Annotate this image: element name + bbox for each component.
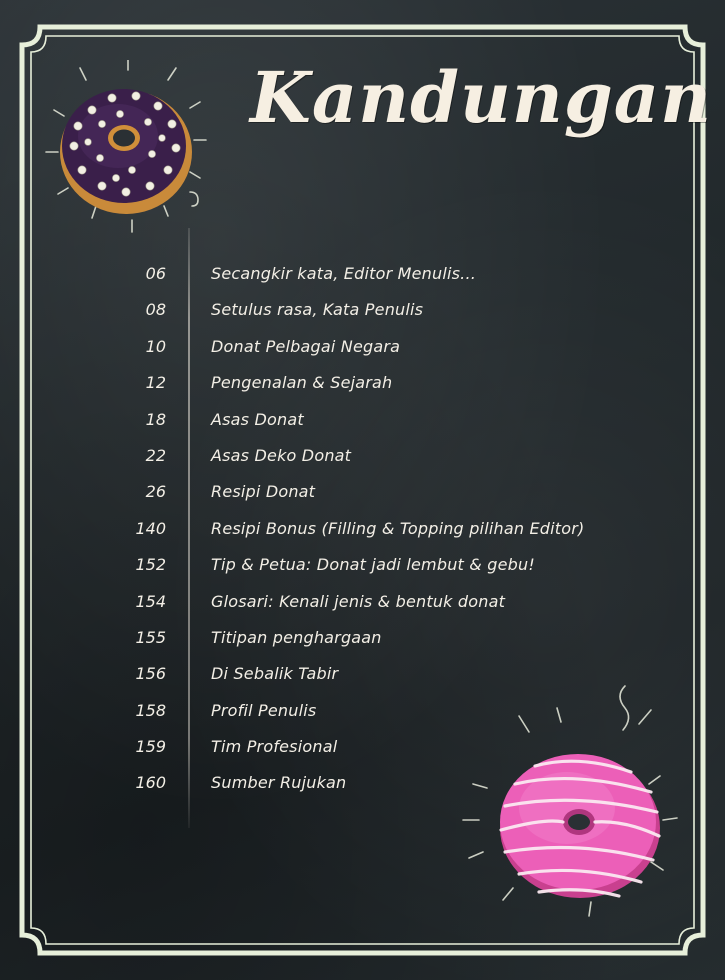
toc-entry[interactable]	[0, 365, 725, 401]
page-title: Kandungan	[250, 56, 713, 139]
toc-entry-title: Setulus rasa, Kata Penulis	[211, 300, 424, 320]
toc-entry-title: Glosari: Kenali jenis & bentuk donat	[211, 591, 506, 611]
toc-page-number: 10	[145, 336, 166, 356]
toc-page-number: 159	[135, 737, 166, 757]
toc-entry[interactable]	[0, 438, 725, 474]
toc-entry[interactable]	[0, 256, 725, 292]
toc-page-number: 06	[145, 264, 166, 283]
toc-entry-title: Profil Penulis	[211, 700, 317, 720]
toc-entry-title: Resipi Bonus (Filling & Topping pilihan Editor)	[211, 518, 585, 538]
toc-page-number: 158	[135, 700, 166, 720]
toc-page-number: 156	[135, 664, 166, 684]
toc-entry-title: Donat Pelbagai Negara	[211, 336, 401, 356]
purple-sprinkle-donut-icon	[40, 60, 220, 240]
toc-entry-title: Sumber Rujukan	[211, 773, 347, 793]
toc-entry[interactable]	[0, 329, 725, 365]
toc-entry[interactable]	[0, 474, 725, 510]
toc-page-number: 22	[145, 445, 166, 465]
toc-entry-title: Di Sebalik Tabir	[211, 664, 339, 684]
toc-entry[interactable]	[0, 402, 725, 438]
toc-entry-title: Asas Deko Donat	[211, 445, 352, 465]
toc-page-number: 155	[135, 627, 166, 647]
toc-page-number: 12	[145, 373, 166, 393]
toc-entry[interactable]	[0, 511, 725, 547]
toc-page-number: 18	[145, 409, 166, 429]
toc-entry[interactable]	[0, 292, 725, 328]
toc-entry-title: Titipan penghargaan	[211, 627, 382, 647]
toc-entry-title: Asas Donat	[211, 409, 304, 429]
toc-page-number: 140	[135, 518, 166, 538]
toc-entry[interactable]	[0, 584, 725, 620]
toc-page-number: 26	[145, 482, 166, 502]
toc-entry[interactable]	[0, 620, 725, 656]
toc-page-number: 160	[135, 773, 166, 793]
toc-entry-title: Tim Profesional	[211, 737, 338, 757]
toc-entry-title: Resipi Donat	[211, 482, 316, 502]
toc-entry-title: Secangkir kata, Editor Menulis...	[211, 264, 477, 283]
pink-striped-donut-icon	[455, 680, 700, 925]
toc-entry-title: Tip & Petua: Donat jadi lembut & gebu!	[211, 555, 535, 575]
toc-page-number: 154	[135, 591, 166, 611]
toc-entry-title: Pengenalan & Sejarah	[211, 373, 393, 393]
toc-page-number: 08	[145, 300, 166, 320]
toc-entry[interactable]	[0, 547, 725, 583]
toc-page-number: 152	[135, 555, 166, 575]
